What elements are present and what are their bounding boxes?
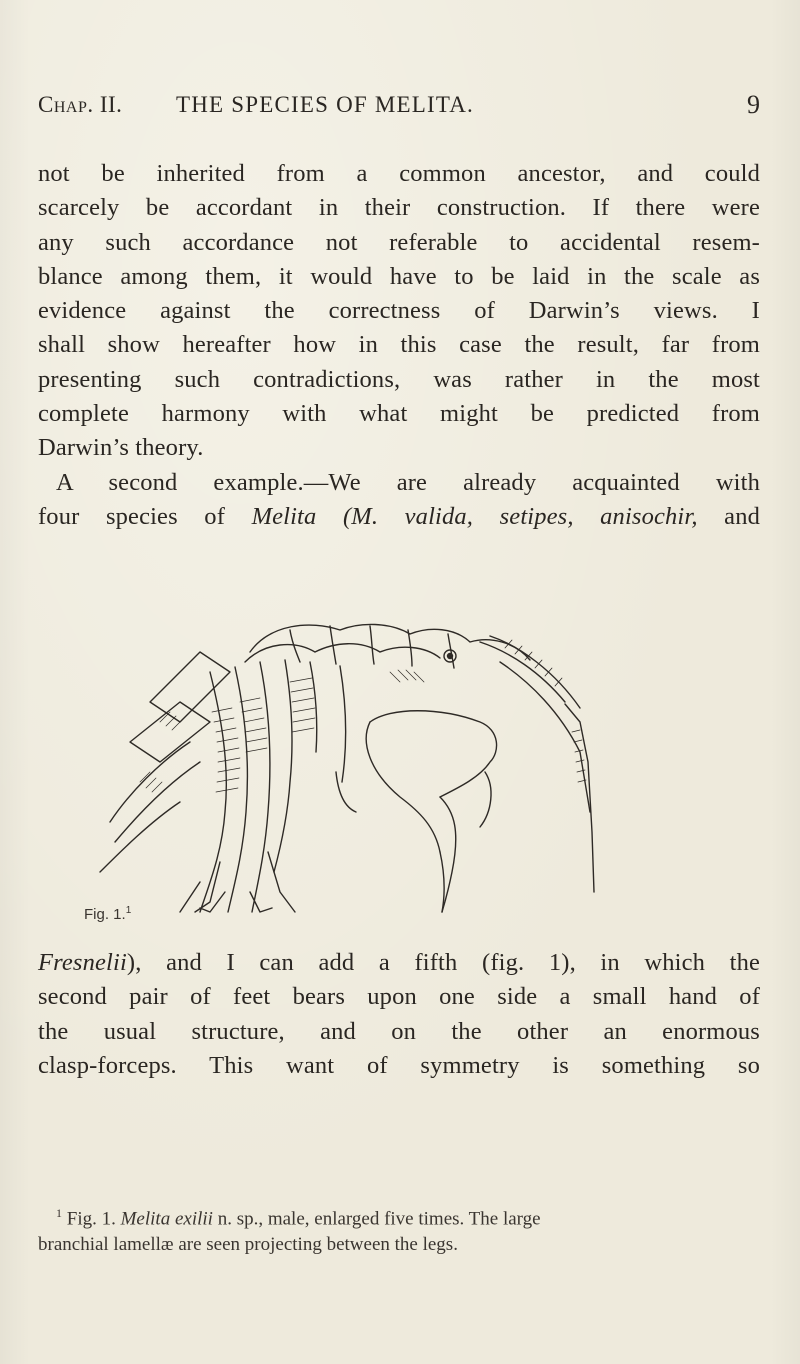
footnote-text: n. sp., male, enlarged five times. The large: [212, 1208, 541, 1230]
footnote-line: branchial lamellæ are seen projecting between the legs.: [38, 1234, 458, 1256]
page-number: 9: [747, 90, 760, 119]
figure-label-text: Fig. 1.: [84, 906, 126, 923]
text-line: the usual structure, and on the other an enormous: [38, 1017, 760, 1045]
text-line: complete harmony with what might be predicted from: [38, 400, 760, 428]
text-line: evidence against the correctness of Darwin’s views. I: [38, 297, 760, 325]
text-line: Darwin’s theory.: [38, 434, 204, 462]
running-head: [38, 86, 760, 126]
text-fragment: four species of: [38, 502, 252, 530]
body-text-top: [38, 157, 760, 534]
species-names-italic: Melita (M. valida, setipes, anisochir,: [251, 502, 698, 530]
text-line: [38, 946, 760, 980]
text-line: presenting such contradictions, was rather in the most: [38, 365, 760, 393]
text-fragment: ), and I can add a fifth (fig. 1), in which the: [126, 949, 760, 976]
melita-exilii-illustration: [60, 612, 620, 930]
chapter-label: Chap. II.: [38, 92, 123, 117]
text-line: any such accordance not referable to accidental resem-: [38, 228, 760, 256]
footnote: [38, 1200, 760, 1258]
text-line: A second example.—We are already acquainted with: [56, 468, 760, 496]
figure-caption-label: [84, 905, 131, 923]
text-line: scarcely be accordant in their construction. If there were: [38, 194, 760, 222]
text-line: not be inherited from a common ancestor, and could: [38, 160, 760, 187]
text-line: blance among them, it would have to be laid in the scale as: [38, 262, 760, 290]
text-line: [38, 500, 760, 534]
species-name-italic: Fresnelii: [38, 949, 127, 976]
text-line: shall show hereafter how in this case the result, far from: [38, 331, 760, 359]
running-title: THE SPECIES OF MELITA.: [176, 92, 475, 117]
body-text-bottom: [38, 946, 760, 1083]
figure-footnote-marker: 1: [125, 905, 132, 916]
text-fragment: and: [697, 502, 760, 530]
footnote-line: [38, 1200, 760, 1232]
text-line: second pair of feet bears upon one side a small hand of: [38, 983, 760, 1011]
footnote-marker: 1: [56, 1206, 62, 1220]
text-line: clasp-forceps. This want of symmetry is something so: [38, 1051, 760, 1079]
footnote-text: Fig. 1.: [62, 1208, 121, 1230]
footnote-species-italic: Melita exilii: [120, 1208, 213, 1230]
